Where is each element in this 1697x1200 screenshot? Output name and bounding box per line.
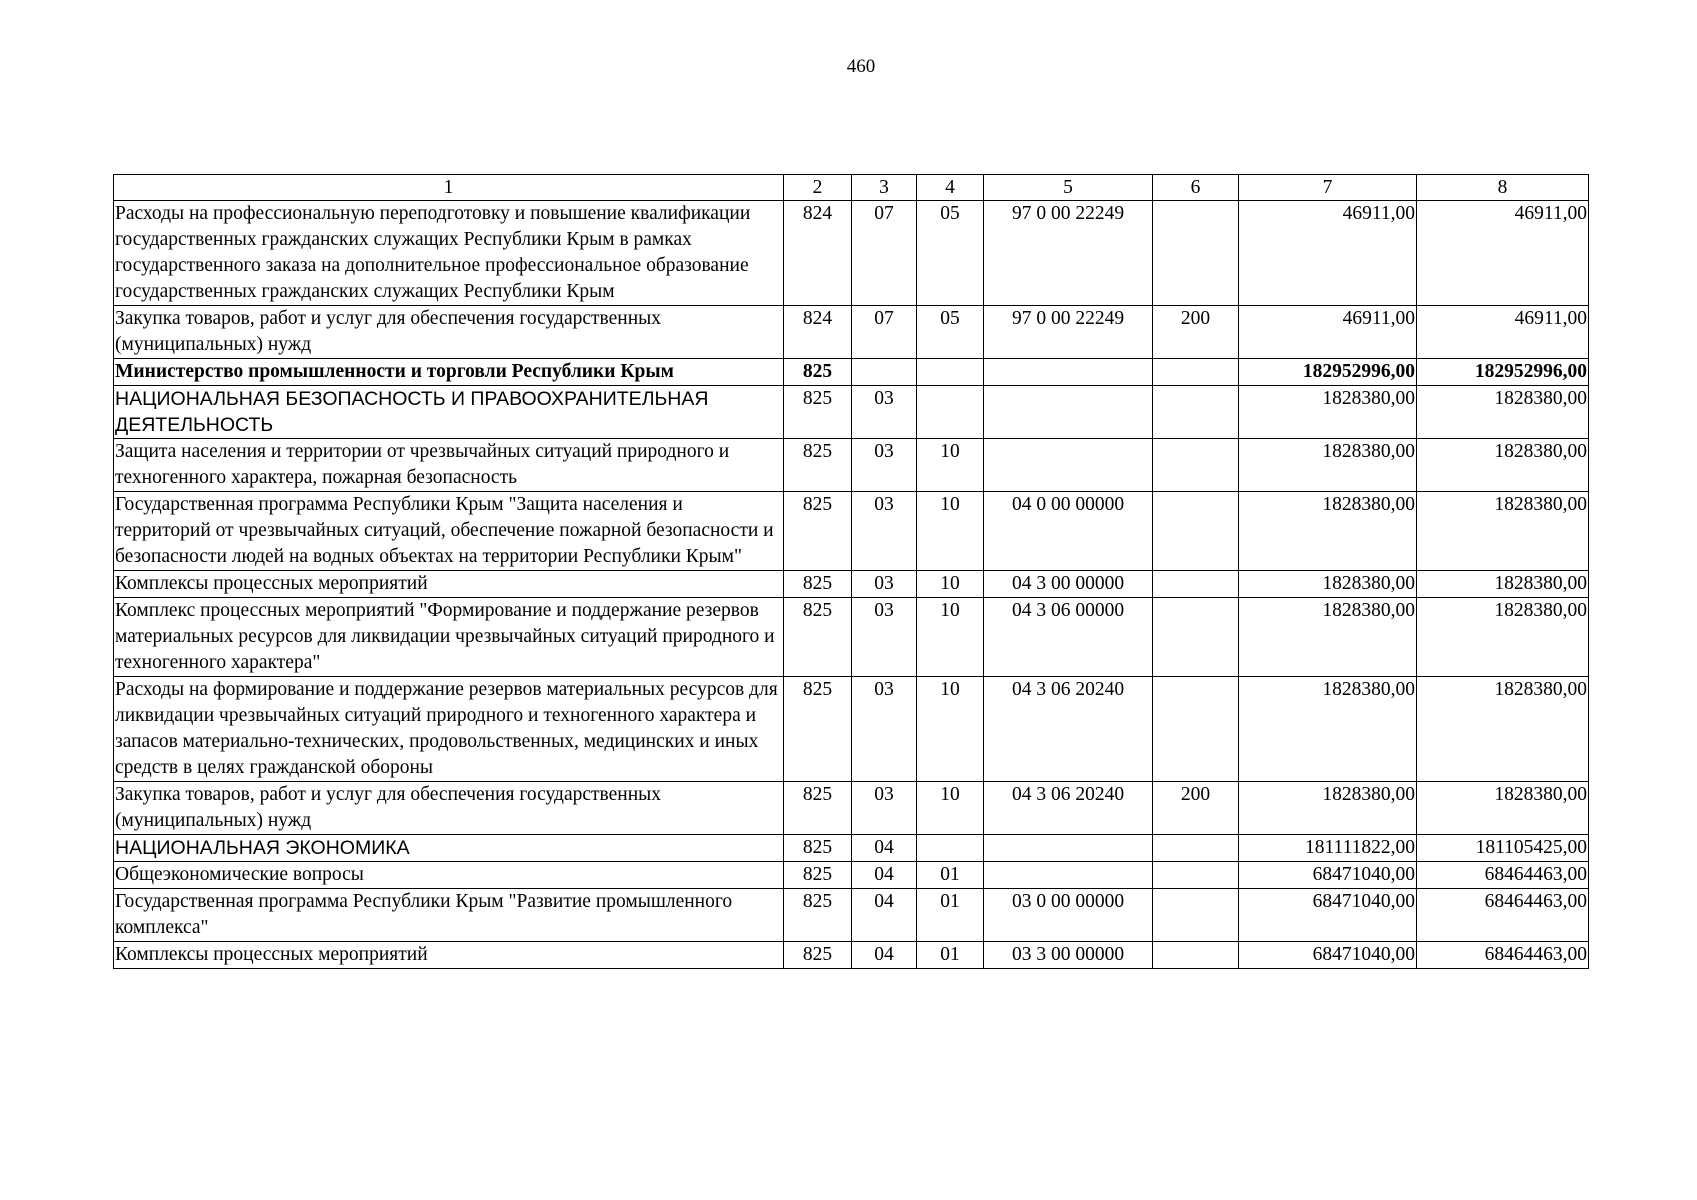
grbs-code: 824 [784, 306, 852, 359]
row-name: Закупка товаров, работ и услуг для обеспечения государственных (муниципальных) нужд [114, 782, 784, 835]
header-cell: 7 [1239, 175, 1417, 201]
grbs-code: 825 [784, 782, 852, 835]
section-code: 03 [852, 492, 917, 571]
grbs-code: 825 [784, 571, 852, 598]
amount-year-1: 1828380,00 [1239, 492, 1417, 571]
amount-year-1: 1828380,00 [1239, 598, 1417, 677]
table-row [114, 677, 1589, 782]
section-code: 03 [852, 677, 917, 782]
expense-type-code [1153, 598, 1239, 677]
subsection-code: 10 [917, 598, 984, 677]
subsection-code: 10 [917, 677, 984, 782]
table-row [114, 889, 1589, 942]
section-code: 04 [852, 862, 917, 889]
grbs-code: 825 [784, 835, 852, 862]
table-row [114, 571, 1589, 598]
target-article-code: 97 0 00 22249 [984, 201, 1153, 306]
amount-year-2: 1828380,00 [1417, 782, 1589, 835]
target-article-code [984, 439, 1153, 492]
row-name: Расходы на профессиональную переподготовку и повышение квалификации государственных гражданских служащих Республики Крым в рамках государственного заказа на дополнительное профессиональное образование государственных гражданских служащих Республики Крым [114, 201, 784, 306]
amount-year-1: 1828380,00 [1239, 782, 1417, 835]
target-article-code: 03 0 00 00000 [984, 889, 1153, 942]
expense-type-code [1153, 942, 1239, 969]
amount-year-1: 68471040,00 [1239, 889, 1417, 942]
expense-type-code: 200 [1153, 782, 1239, 835]
header-cell: 3 [852, 175, 917, 201]
amount-year-2: 46911,00 [1417, 201, 1589, 306]
target-article-code: 04 3 06 20240 [984, 677, 1153, 782]
subsection-code: 01 [917, 862, 984, 889]
subsection-code: 01 [917, 942, 984, 969]
amount-year-2: 68464463,00 [1417, 889, 1589, 942]
section-code: 04 [852, 835, 917, 862]
table-row [114, 862, 1589, 889]
table-row [114, 835, 1589, 862]
grbs-code: 825 [784, 492, 852, 571]
section-code: 03 [852, 439, 917, 492]
target-article-code: 04 3 00 00000 [984, 571, 1153, 598]
expense-type-code [1153, 677, 1239, 782]
target-article-code: 97 0 00 22249 [984, 306, 1153, 359]
section-code: 07 [852, 201, 917, 306]
expense-type-code [1153, 201, 1239, 306]
amount-year-1: 46911,00 [1239, 306, 1417, 359]
grbs-code: 825 [784, 439, 852, 492]
expense-type-code [1153, 889, 1239, 942]
section-code [852, 359, 917, 386]
amount-year-2: 1828380,00 [1417, 439, 1589, 492]
expense-type-code [1153, 571, 1239, 598]
grbs-code: 825 [784, 889, 852, 942]
expense-type-code [1153, 359, 1239, 386]
amount-year-2: 68464463,00 [1417, 862, 1589, 889]
amount-year-1: 68471040,00 [1239, 862, 1417, 889]
amount-year-1: 181111822,00 [1239, 835, 1417, 862]
grbs-code: 825 [784, 386, 852, 439]
table-row [114, 492, 1589, 571]
header-row [114, 175, 1589, 201]
amount-year-2: 182952996,00 [1417, 359, 1589, 386]
target-article-code: 03 3 00 00000 [984, 942, 1153, 969]
section-code: 07 [852, 306, 917, 359]
grbs-code: 825 [784, 598, 852, 677]
target-article-code [984, 386, 1153, 439]
row-name: Закупка товаров, работ и услуг для обеспечения государственных (муниципальных) нужд [114, 306, 784, 359]
section-code: 03 [852, 386, 917, 439]
amount-year-2: 46911,00 [1417, 306, 1589, 359]
header-cell: 1 [114, 175, 784, 201]
header-cell: 4 [917, 175, 984, 201]
grbs-code: 825 [784, 862, 852, 889]
amount-year-2: 68464463,00 [1417, 942, 1589, 969]
table-row [114, 439, 1589, 492]
header-cell: 5 [984, 175, 1153, 201]
table-body [114, 201, 1589, 969]
table-row [114, 782, 1589, 835]
target-article-code: 04 3 06 00000 [984, 598, 1153, 677]
row-name: Защита населения и территории от чрезвычайных ситуаций природного и техногенного характера, пожарная безопасность [114, 439, 784, 492]
target-article-code: 04 3 06 20240 [984, 782, 1153, 835]
subsection-code: 05 [917, 306, 984, 359]
table-row [114, 306, 1589, 359]
amount-year-1: 68471040,00 [1239, 942, 1417, 969]
amount-year-1: 46911,00 [1239, 201, 1417, 306]
row-name: Комплекс процессных мероприятий "Формирование и поддержание резервов материальных ресурсов для ликвидации чрезвычайных ситуаций природного и техногенного характера" [114, 598, 784, 677]
amount-year-2: 1828380,00 [1417, 677, 1589, 782]
row-name: НАЦИОНАЛЬНАЯ БЕЗОПАСНОСТЬ И ПРАВООХРАНИТЕЛЬНАЯ ДЕЯТЕЛЬНОСТЬ [114, 386, 784, 439]
subsection-code: 01 [917, 889, 984, 942]
subsection-code [917, 386, 984, 439]
subsection-code [917, 359, 984, 386]
amount-year-2: 181105425,00 [1417, 835, 1589, 862]
expense-type-code [1153, 439, 1239, 492]
row-name: Государственная программа Республики Крым "Развитие промышленного комплекса" [114, 889, 784, 942]
amount-year-1: 1828380,00 [1239, 571, 1417, 598]
grbs-code: 825 [784, 942, 852, 969]
row-name: Общеэкономические вопросы [114, 862, 784, 889]
table-row [114, 942, 1589, 969]
table-row [114, 201, 1589, 306]
grbs-code: 825 [784, 677, 852, 782]
amount-year-1: 182952996,00 [1239, 359, 1417, 386]
table-row [114, 359, 1589, 386]
target-article-code [984, 835, 1153, 862]
grbs-code: 824 [784, 201, 852, 306]
amount-year-2: 1828380,00 [1417, 492, 1589, 571]
subsection-code: 10 [917, 571, 984, 598]
target-article-code: 04 0 00 00000 [984, 492, 1153, 571]
amount-year-2: 1828380,00 [1417, 571, 1589, 598]
subsection-code: 10 [917, 492, 984, 571]
budget-table [113, 174, 1589, 969]
target-article-code [984, 862, 1153, 889]
expense-type-code [1153, 386, 1239, 439]
subsection-code [917, 835, 984, 862]
row-name: Государственная программа Республики Крым "Защита населения и территорий от чрезвычайных ситуаций, обеспечение пожарной безопасности и безопасности людей на водных объектах на территории Республики Крым" [114, 492, 784, 571]
amount-year-2: 1828380,00 [1417, 386, 1589, 439]
subsection-code: 05 [917, 201, 984, 306]
row-name: НАЦИОНАЛЬНАЯ ЭКОНОМИКА [114, 835, 784, 862]
section-code: 04 [852, 942, 917, 969]
row-name: Расходы на формирование и поддержание резервов материальных ресурсов для ликвидации чрезвычайных ситуаций природного и техногенного характера и запасов материально-технических, продовольственных, медицинских и иных средств в целях гражданской обороны [114, 677, 784, 782]
page-number: 460 [846, 56, 876, 77]
amount-year-1: 1828380,00 [1239, 386, 1417, 439]
row-name: Комплексы процессных мероприятий [114, 942, 784, 969]
section-code: 03 [852, 571, 917, 598]
expense-type-code [1153, 835, 1239, 862]
section-code: 03 [852, 598, 917, 677]
section-code: 04 [852, 889, 917, 942]
subsection-code: 10 [917, 782, 984, 835]
row-name: Министерство промышленности и торговли Республики Крым [114, 359, 784, 386]
table-row [114, 598, 1589, 677]
header-cell: 6 [1153, 175, 1239, 201]
amount-year-1: 1828380,00 [1239, 439, 1417, 492]
section-code: 03 [852, 782, 917, 835]
expense-type-code [1153, 862, 1239, 889]
expense-type-code: 200 [1153, 306, 1239, 359]
header-cell: 2 [784, 175, 852, 201]
table-row [114, 386, 1589, 439]
target-article-code [984, 359, 1153, 386]
header-cell: 8 [1417, 175, 1589, 201]
subsection-code: 10 [917, 439, 984, 492]
amount-year-1: 1828380,00 [1239, 677, 1417, 782]
amount-year-2: 1828380,00 [1417, 598, 1589, 677]
row-name: Комплексы процессных мероприятий [114, 571, 784, 598]
grbs-code: 825 [784, 359, 852, 386]
expense-type-code [1153, 492, 1239, 571]
